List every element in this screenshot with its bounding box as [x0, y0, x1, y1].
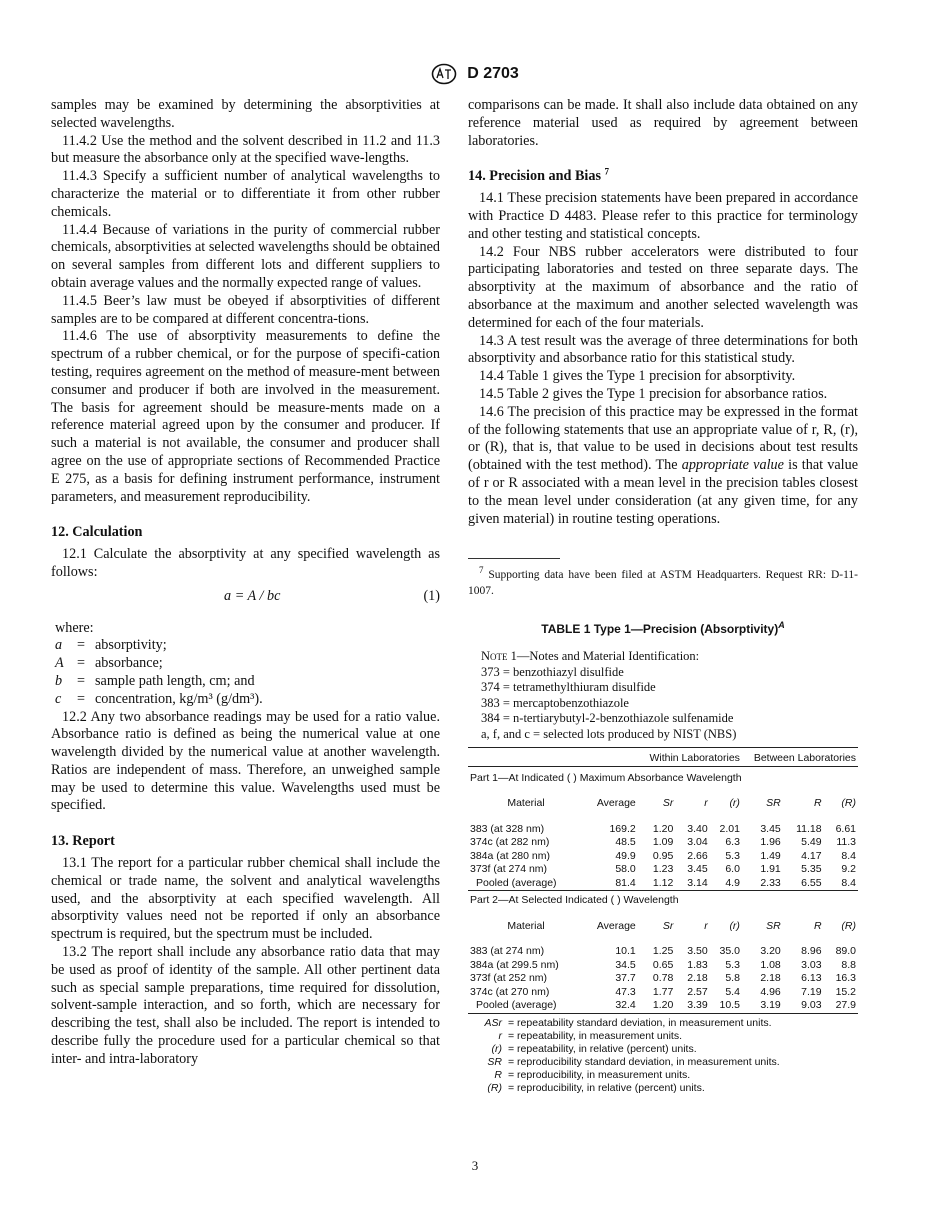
value-cell: 4.17	[801, 849, 822, 862]
col-header-average: Average	[596, 797, 636, 810]
value-cell: 5.3	[725, 849, 740, 862]
table-row	[468, 863, 858, 877]
page-number: 3	[471, 1158, 479, 1173]
astm-logo-icon	[431, 63, 457, 85]
paragraph-11-4-6: 11.4.6 The use of absorptivity measurements to define the spectrum of a rubber chemical, or for the purpose of specifi-cation testing, requires agreement on the method of measure-ment between consumer and producer if both are involved in the measurement. The basis for agreement should be measure-ments made on a reference material agreed upon by the consumer and producer. If such a material is not available, the consumer and producer shall agree on the use of appropriate sections of Recommended Practice E 275, as a basis for defining instrument performance, instrument parameters, and measurement reproducibility.	[51, 328, 440, 505]
footnote-text: = reproducibility, in measurement units.	[508, 1068, 691, 1081]
value-cell: 10.1	[615, 945, 636, 958]
value-cell: 11.3	[836, 836, 856, 849]
value-cell: 1.23	[652, 863, 674, 876]
value-cell: 5.4	[725, 985, 740, 998]
value-cell: 6.13	[801, 972, 822, 985]
value-cell: 8.4	[841, 849, 856, 862]
table-row	[468, 945, 858, 959]
paragraph-12-1: 12.1 Calculate the absorptivity at any specified wavelength as follows:	[51, 546, 440, 580]
page-header	[0, 63, 950, 85]
value-cell: 35.0	[719, 945, 740, 958]
footnote-key: R	[494, 1068, 502, 1081]
value-cell: 3.39	[687, 999, 708, 1012]
table-row	[468, 986, 858, 1000]
paragraph-14-5: 14.5 Table 2 gives the Type 1 precision for absorbance ratios.	[479, 385, 828, 402]
value-cell: 58.0	[615, 863, 636, 876]
section-14-heading	[468, 168, 858, 186]
column-header-row	[468, 908, 858, 946]
material-cell: 373f (at 274 nm)	[470, 863, 548, 876]
value-cell: 32.4	[615, 999, 636, 1012]
column-header-row	[468, 785, 858, 823]
paragraph-13-1: 13.1 The report for a particular rubber chemical shall include the chemical or trade name, the solvent and analytical wavelengths used, and the absorptivity at each specified wavelength. All absorptivity values need not be reported if only an absorbance spectrum is required, but the spectrum must be included.	[51, 855, 440, 943]
table-footnote	[468, 1056, 858, 1069]
document-id: D 2703	[467, 65, 519, 82]
value-cell: 3.45	[760, 822, 781, 835]
material-cell: Pooled (average)	[476, 999, 557, 1012]
col-header-sr: Sr	[662, 797, 674, 810]
text-run-italic: appropriate value	[681, 457, 784, 474]
symbol: a	[55, 637, 63, 654]
value-cell: 0.95	[652, 849, 674, 862]
table-row	[468, 850, 858, 864]
table-title-text: TABLE 1 Type 1—Precision (Absorptivity)	[541, 622, 779, 637]
definition-row	[51, 673, 440, 691]
value-cell: 4.9	[725, 876, 740, 889]
table-note	[468, 649, 858, 742]
definition: absorptivity;	[95, 637, 167, 654]
rule-cell	[468, 1013, 858, 1015]
value-cell: 5.3	[725, 958, 740, 971]
paragraph-14-6	[468, 404, 858, 529]
value-cell: 2.33	[760, 876, 781, 889]
col-header-R-relative: (R)	[841, 797, 856, 810]
value-cell: 3.14	[687, 876, 708, 889]
note-heading	[481, 649, 858, 665]
value-cell: 3.45	[687, 863, 708, 876]
value-cell: 27.9	[835, 999, 856, 1012]
paragraph-14-1: 14.1 These precision statements have been prepared in accordance with Practice D 4483. Please refer to this practice for terminology and other testing and statistical concepts.	[468, 190, 858, 242]
paragraph-11-4-3: 11.4.3 Specify a sufficient number of analytical wavelengths to characterize the material or to differentiate it from other rubber chemicals.	[51, 168, 440, 220]
paragraph-11-4-4: 11.4.4 Because of variations in the purity of commercial rubber chemicals, absorptivities at selected wavelengths should be obtained on several samples from different lots and different suppliers to obtain average values and the normally expected range of values.	[51, 221, 440, 291]
value-cell: 6.0	[725, 863, 740, 876]
value-cell: 3.19	[760, 999, 781, 1012]
col-header-r: r	[704, 797, 708, 810]
paragraph-13-2: 13.2 The report shall include any absorbance ratio data that may be used as proof of identity of the sample. All other pertinent data such as special sample preparations, time required for dissolution, solvent-sample interaction, and so forth, which are necessary for describing the test, shall also be included. The report is intended to describe fully the procedure used for a particular chemical so that inter- and intra-laboratory	[51, 944, 440, 1067]
part1-body	[468, 823, 858, 891]
paragraph-12-2: 12.2 Any two absorbance readings may be used for a ratio value. Absorbance ratio is defined as being the numerical value at one wavelength divided by the numerical value at another wavelength. Ratios are independent of mass. Therefore, an unweighed sample may be used to determine this value. Wavelengths used must be specified.	[51, 708, 440, 814]
table-group-header	[468, 748, 858, 767]
footnote	[468, 567, 858, 599]
table-row	[468, 836, 858, 850]
value-cell: 34.5	[615, 958, 636, 971]
value-cell: 0.78	[652, 972, 674, 985]
note-line: 373 = benzothiazyl disulfide	[481, 664, 624, 679]
part-title-row	[468, 766, 858, 785]
definition: absorbance;	[95, 655, 163, 672]
text-run: 14.6 The precision of this practice may be expressed in the format of the following statements that use an appropriate value of r, R, (r), or (R), that is, that value to be used in decisions about test results (obtained with the test method). The	[468, 403, 858, 474]
note-line: 383 = mercaptobenzothiazole	[481, 695, 629, 710]
footnote-key: (R)	[487, 1081, 502, 1094]
value-cell: 2.57	[687, 985, 708, 998]
symbol: A	[55, 655, 64, 672]
right-column	[468, 97, 858, 1095]
definition-row	[51, 655, 440, 673]
value-cell: 1.25	[652, 945, 674, 958]
footnote-text: = repeatability, in relative (percent) units.	[508, 1042, 697, 1055]
equation-text: a = A / bc	[224, 587, 281, 604]
value-cell: 4.96	[760, 985, 781, 998]
section-12-heading: 12. Calculation	[51, 524, 143, 541]
table-footnote	[468, 1030, 858, 1043]
definition-row	[51, 637, 440, 655]
note-line: a, f, and c = selected lots produced by NIST (NBS)	[481, 726, 737, 741]
material-cell: 374c (at 282 nm)	[470, 836, 550, 849]
part-title-row	[468, 891, 858, 908]
value-cell: 3.20	[760, 945, 781, 958]
note-line: 374 = tetramethylthiuram disulfide	[481, 680, 656, 695]
paragraph-11-4-2: 11.4.2 Use the method and the solvent described in 11.2 and 11.3 but measure the absorbance only at the specified wave-lengths.	[51, 132, 440, 167]
footnote-key: SR	[487, 1055, 502, 1068]
heading-text: 14. Precision and Bias	[468, 168, 601, 185]
material-cell: 384a (at 299.5 nm)	[470, 958, 559, 971]
value-cell: 0.65	[652, 958, 674, 971]
footnote-text: = repeatability, in measurement units.	[508, 1029, 683, 1042]
table-footnotes	[468, 1017, 858, 1095]
note-label: Note	[481, 649, 508, 664]
value-cell: 1.09	[652, 836, 674, 849]
value-cell: 81.4	[615, 876, 636, 889]
value-cell: 8.96	[801, 945, 822, 958]
table-footnote	[468, 1043, 858, 1056]
group-within-header: Within Laboratories	[649, 752, 740, 765]
material-cell: 384a (at 280 nm)	[470, 849, 550, 862]
value-cell: 49.9	[615, 849, 636, 862]
col-header-r: r	[704, 919, 708, 932]
col-header-average: Average	[596, 919, 636, 932]
table-bottom-rule	[468, 1013, 858, 1015]
material-cell: Pooled (average)	[476, 876, 557, 889]
value-cell: 11.18	[796, 822, 822, 835]
group-between-header: Between Laboratories	[753, 752, 856, 765]
footnote-text: = repeatability standard deviation, in measurement units.	[508, 1016, 772, 1029]
value-cell: 15.2	[835, 985, 856, 998]
table-title	[468, 621, 858, 639]
spacer-cell	[468, 748, 584, 767]
value-cell: 1.08	[760, 958, 781, 971]
material-cell: 383 (at 328 nm)	[470, 822, 545, 835]
value-cell: 1.20	[652, 822, 674, 835]
col-header-SR: SR	[766, 919, 781, 932]
symbol: c	[55, 690, 62, 707]
table-row	[468, 972, 858, 986]
value-cell: 1.12	[652, 876, 674, 889]
value-cell: 5.8	[725, 972, 740, 985]
paragraph-14-4: 14.4 Table 1 gives the Type 1 precision for absorptivity.	[479, 368, 796, 385]
value-cell: 1.96	[760, 836, 781, 849]
paragraph-14-2: 14.2 Four NBS rubber accelerators were distributed to four participating laboratories and tested on three separate days. The absorptivity at the maximum of absorbance and the ratio of absorbance at the maximum and another selected wavelength was determined for each of the four materials.	[468, 243, 858, 331]
table-footnote	[468, 1017, 858, 1030]
col-header-material: Material	[507, 797, 545, 810]
value-cell: 47.3	[615, 985, 636, 998]
col-header-r-relative: (r)	[729, 797, 740, 810]
col-header-R: R	[813, 797, 822, 810]
value-cell: 3.50	[687, 945, 708, 958]
value-cell: 8.8	[841, 958, 856, 971]
value-cell: 6.61	[835, 822, 856, 835]
value-cell: 8.4	[841, 876, 856, 889]
footnote-text: Supporting data have been filed at ASTM Headquarters. Request RR: D-11-1007.	[468, 569, 858, 598]
value-cell: 6.55	[801, 876, 822, 889]
footnote-divider	[468, 558, 560, 559]
section-13-heading: 13. Report	[51, 833, 115, 850]
definition: sample path length, cm; and	[95, 672, 255, 689]
value-cell: 16.3	[835, 972, 856, 985]
paragraph-14-3: 14.3 A test result was the average of three determinations for both absorptivity and absorbance ratio for this statistical study.	[468, 332, 858, 367]
value-cell: 3.03	[801, 958, 822, 971]
value-cell: 10.5	[719, 999, 740, 1012]
col-header-sr: Sr	[662, 919, 674, 932]
equals: =	[77, 655, 86, 672]
paragraph-11-4-5: 11.4.5 Beer’s law must be obeyed if absorptivities of different samples are to be compared at different concentra-tions.	[51, 292, 440, 327]
table-row	[468, 999, 858, 1013]
table-title-sup: A	[778, 620, 785, 631]
table-row	[468, 959, 858, 973]
paragraph: samples may be examined by determining the absorptivities at selected wavelengths.	[51, 97, 440, 131]
paragraph: comparisons can be made. It shall also include data obtained on any reference material used as required by agreement between laboratories.	[468, 97, 858, 149]
value-cell: 37.7	[615, 972, 636, 985]
equals: =	[77, 690, 86, 707]
footnote-key: ASr	[484, 1016, 502, 1029]
value-cell: 9.2	[841, 863, 856, 876]
value-cell: 1.49	[760, 849, 781, 862]
symbol: b	[55, 672, 63, 689]
value-cell: 3.40	[687, 822, 708, 835]
part2-title: Part 2—At Selected Indicated ( ) Wavelength	[470, 894, 679, 907]
value-cell: 1.20	[652, 999, 674, 1012]
table-footnote	[468, 1069, 858, 1082]
definition-row	[51, 691, 440, 709]
equation	[51, 588, 440, 606]
value-cell: 1.77	[652, 985, 674, 998]
material-cell: 374c (at 270 nm)	[470, 985, 550, 998]
left-column	[51, 97, 440, 1069]
footnote-text: = reproducibility, in relative (percent) units.	[508, 1081, 705, 1094]
where-label: where:	[55, 619, 94, 636]
value-cell: 2.18	[687, 972, 708, 985]
value-cell: 89.0	[835, 945, 856, 958]
part1-title: Part 1—At Indicated ( ) Maximum Absorbance Wavelength	[470, 771, 742, 784]
table-footnote	[468, 1082, 858, 1095]
equals: =	[77, 672, 86, 689]
value-cell: 9.03	[801, 999, 822, 1012]
value-cell: 2.66	[687, 849, 708, 862]
value-cell: 5.35	[801, 863, 822, 876]
value-cell: 7.19	[801, 985, 822, 998]
material-cell: 373f (at 252 nm)	[470, 972, 548, 985]
precision-table	[468, 747, 858, 1015]
value-cell: 6.3	[725, 836, 740, 849]
material-cell: 383 (at 274 nm)	[470, 945, 545, 958]
note-head: 1—Notes and Material Identification:	[507, 649, 700, 664]
col-header-SR: SR	[766, 797, 781, 810]
footnote-key: (r)	[491, 1042, 502, 1055]
value-cell: 5.49	[801, 836, 822, 849]
value-cell: 2.01	[719, 822, 740, 835]
col-header-material: Material	[507, 919, 545, 932]
value-cell: 1.91	[760, 863, 781, 876]
footnote-mark: 7	[479, 565, 484, 576]
value-cell: 3.04	[687, 836, 708, 849]
value-cell: 1.83	[687, 958, 708, 971]
equals: =	[77, 637, 86, 654]
footnote-key: r	[498, 1029, 502, 1042]
col-header-r-relative: (r)	[729, 919, 740, 932]
value-cell: 169.2	[609, 822, 636, 835]
table-row	[468, 823, 858, 837]
text-run: is that value of r or R associated with a mean level in the precision tables closest to the mean level under consideration (at any given time, for any given material) in routine testing operations.	[468, 457, 859, 527]
footnote-text: = reproducibility standard deviation, in measurement units.	[508, 1055, 780, 1068]
definition: concentration, kg/m³ (g/dm³).	[95, 690, 263, 707]
col-header-R-relative: (R)	[841, 919, 856, 932]
value-cell: 2.18	[760, 972, 781, 985]
part2-body	[468, 945, 858, 1013]
table-row	[468, 877, 858, 891]
note-line: 384 = n-tertiarybutyl-2-benzothiazole sulfenamide	[481, 711, 734, 726]
col-header-R: R	[813, 919, 822, 932]
equation-number: (1)	[423, 587, 440, 604]
footnote-ref: 7	[604, 166, 610, 177]
value-cell: 48.5	[615, 836, 636, 849]
